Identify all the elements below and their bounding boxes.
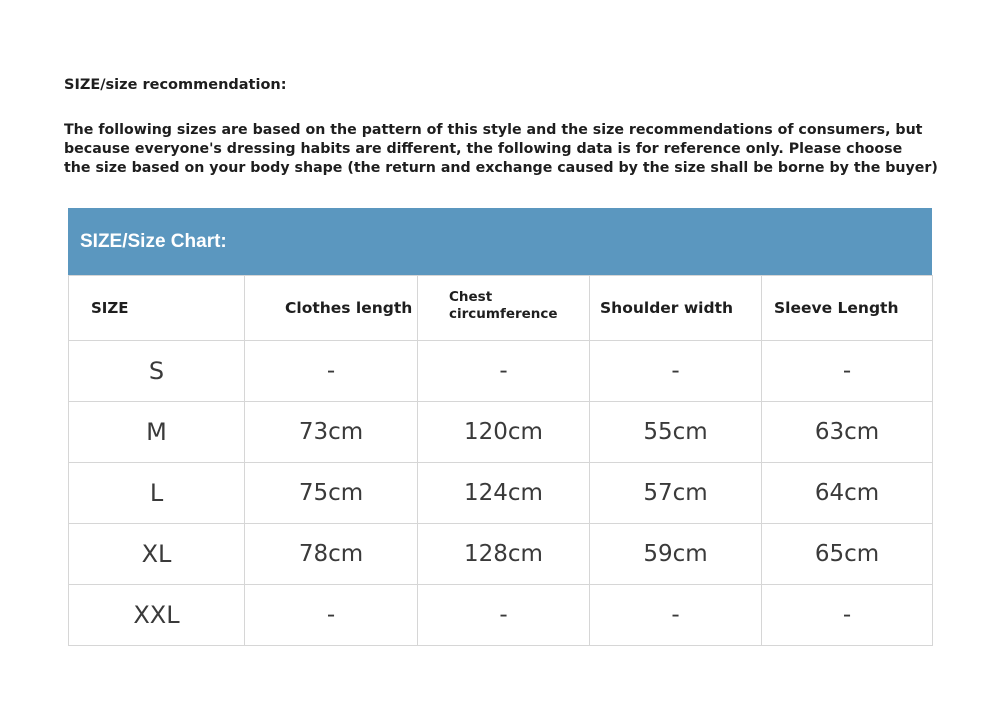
intro-line: the size based on your body shape (the return and exchange caused by the size shall be borne by the buyer) bbox=[64, 160, 938, 176]
chest-cell: 128cm bbox=[418, 524, 590, 585]
table-row bbox=[69, 524, 933, 585]
shoulder-cell: 55cm bbox=[590, 402, 762, 463]
size-cell: XXL bbox=[69, 585, 245, 646]
table-row bbox=[69, 402, 933, 463]
size-chart-header bbox=[68, 208, 932, 275]
shoulder-cell: 59cm bbox=[590, 524, 762, 585]
page-heading: SIZE/size recommendation: bbox=[64, 77, 287, 93]
length-cell: 78cm bbox=[245, 524, 418, 585]
size-cell: M bbox=[69, 402, 245, 463]
column-header-clothes-length: Clothes length bbox=[245, 276, 418, 341]
column-header-shoulder-width: Shoulder width bbox=[590, 276, 762, 341]
sleeve-cell: - bbox=[762, 341, 933, 402]
size-cell: XL bbox=[69, 524, 245, 585]
chest-cell: - bbox=[418, 585, 590, 646]
size-cell: L bbox=[69, 463, 245, 524]
shoulder-cell: 57cm bbox=[590, 463, 762, 524]
sleeve-cell: 63cm bbox=[762, 402, 933, 463]
size-chart bbox=[68, 208, 932, 646]
sleeve-cell: 64cm bbox=[762, 463, 933, 524]
column-header-size: SIZE bbox=[69, 276, 245, 341]
length-cell: 75cm bbox=[245, 463, 418, 524]
size-table bbox=[68, 275, 933, 646]
intro-line: because everyone's dressing habits are different, the following data is for reference only. Please choose bbox=[64, 141, 903, 157]
length-cell: 73cm bbox=[245, 402, 418, 463]
shoulder-cell: - bbox=[590, 585, 762, 646]
intro-paragraph bbox=[64, 121, 944, 178]
table-header-row bbox=[69, 276, 933, 341]
length-cell: - bbox=[245, 585, 418, 646]
column-header-chest-line: Chest bbox=[449, 289, 493, 305]
column-header-chest-line: circumference bbox=[449, 306, 558, 322]
table-row bbox=[69, 463, 933, 524]
chest-cell: 124cm bbox=[418, 463, 590, 524]
column-header-chest-circumference bbox=[418, 276, 590, 341]
sleeve-cell: - bbox=[762, 585, 933, 646]
sleeve-cell: 65cm bbox=[762, 524, 933, 585]
column-header-sleeve-length: Sleeve Length bbox=[762, 276, 933, 341]
table-row bbox=[69, 585, 933, 646]
chest-cell: - bbox=[418, 341, 590, 402]
length-cell: - bbox=[245, 341, 418, 402]
shoulder-cell: - bbox=[590, 341, 762, 402]
size-chart-title: SIZE/Size Chart: bbox=[80, 230, 227, 252]
table-row bbox=[69, 341, 933, 402]
chest-cell: 120cm bbox=[418, 402, 590, 463]
size-cell: S bbox=[69, 341, 245, 402]
intro-line: The following sizes are based on the pattern of this style and the size recommendations of consumers, but bbox=[64, 122, 923, 138]
